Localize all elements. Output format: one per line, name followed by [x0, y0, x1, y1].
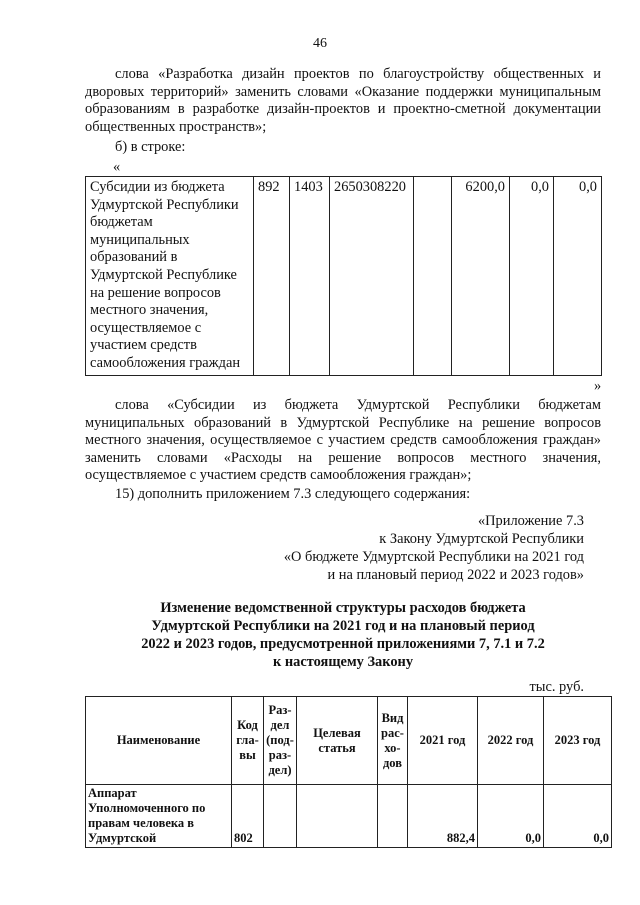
paragraph-replace-subsidies: слова «Субсидии из бюджета Удмуртской Республики бюджетам муниципальных образований в Удмуртской Республике на решение вопросов местного значения, осуществляемое с участием средств самообложения граждан» заменить словами «Расходы на решение вопросов местного значения, осуществляемое с участием средств самообложения граждан»; — [85, 397, 601, 484]
amended-row-table — [85, 176, 602, 376]
paragraph-in-row: б) в строке: — [115, 139, 186, 155]
cell-name: Аппарат Уполномоченного по правам человека в Удмуртской — [86, 785, 232, 848]
cell-code: 802 — [232, 785, 264, 848]
quote-open: « — [113, 159, 121, 175]
header-name: Наименование — [86, 697, 232, 785]
header-vid: Вид рас- хо- дов — [378, 697, 408, 785]
header-section: Раз- дел (под- раз- дел) — [264, 697, 297, 785]
row-article: 2650308220 — [330, 177, 414, 376]
paragraph-add-appendix: 15) дополнить приложением 7.3 следующего содержания: — [115, 486, 471, 502]
budget-structure-table — [85, 696, 612, 848]
appendix-line-3: «О бюджете Удмуртской Республики на 2021 год — [283, 549, 584, 565]
title-line-3: 2022 и 2023 годов, предусмотренной приложениями 7, 7.1 и 7.2 — [141, 636, 545, 652]
document-title — [85, 599, 601, 671]
cell-2021: 882,4 — [408, 785, 478, 848]
row-name: Субсидии из бюджета Удмуртской Республики бюджетам муниципальных образований в Удмуртской Республике на решение вопросов местного значения, осуществляемое с участием средств самообложения граждан — [86, 177, 254, 376]
cell-2022: 0,0 — [478, 785, 544, 848]
table-header-row — [86, 697, 612, 785]
header-2022: 2022 год — [478, 697, 544, 785]
header-2023: 2023 год — [544, 697, 612, 785]
title-line-2: Удмуртской Республики на 2021 год и на плановый период — [151, 618, 535, 634]
appendix-line-1: «Приложение 7.3 — [477, 513, 584, 529]
header-article: Целевая статья — [297, 697, 378, 785]
page-number: 46 — [313, 36, 327, 51]
header-2021: 2021 год — [408, 697, 478, 785]
units-label: тыс. руб. — [529, 679, 584, 695]
table-row — [86, 785, 612, 848]
appendix-line-4: и на плановый период 2022 и 2023 годов» — [327, 567, 584, 583]
title-line-4: к настоящему Закону — [272, 654, 414, 670]
row-vid — [414, 177, 452, 376]
row-2021: 6200,0 — [452, 177, 510, 376]
row-section: 1403 — [290, 177, 330, 376]
appendix-reference — [284, 512, 584, 584]
cell-section — [264, 785, 297, 848]
appendix-line-2: к Закону Удмуртской Республики — [379, 531, 584, 547]
row-2022: 0,0 — [510, 177, 554, 376]
row-code: 892 — [254, 177, 290, 376]
title-line-1: Изменение ведомственной структуры расходов бюджета — [160, 600, 526, 616]
cell-vid — [378, 785, 408, 848]
cell-2023: 0,0 — [544, 785, 612, 848]
table-row — [86, 177, 602, 376]
quote-close: » — [594, 378, 602, 394]
row-2023: 0,0 — [554, 177, 602, 376]
paragraph-replace-design-projects: слова «Разработка дизайн проектов по благоустройству общественных и дворовых территорий» заменить словами «Оказание поддержки муниципальным образованиям в разработке дизайн-проектов и проектно-сметной документации общественных пространств»; — [85, 66, 601, 135]
header-code: Код гла- вы — [232, 697, 264, 785]
cell-article — [297, 785, 378, 848]
